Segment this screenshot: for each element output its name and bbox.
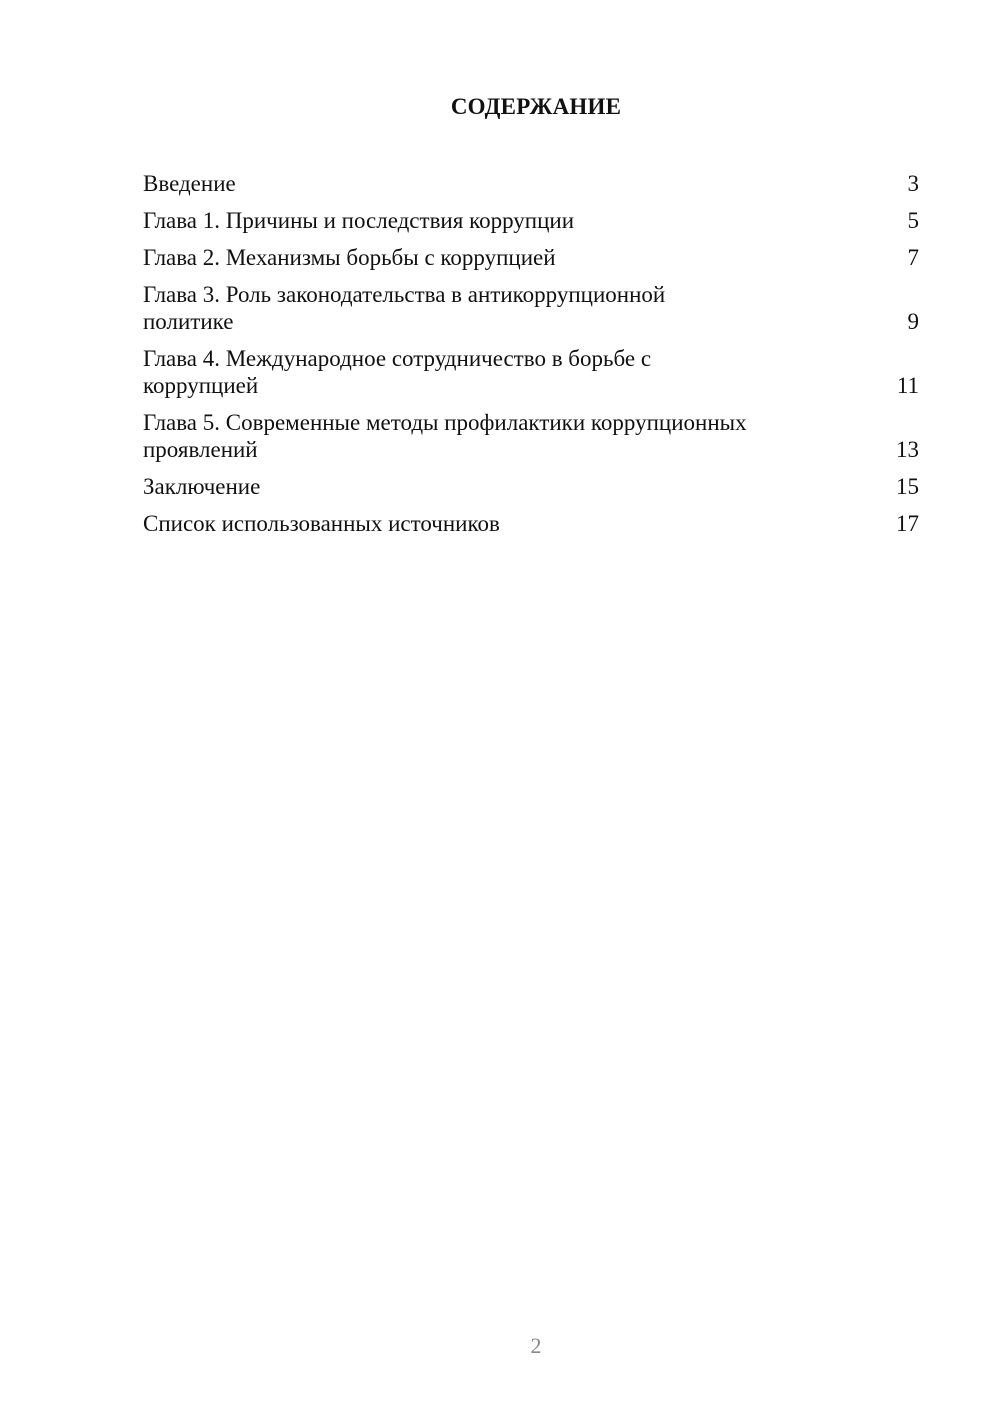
toc-entry-chapter-2[interactable] [143,244,919,271]
toc-entry-title: Заключение [143,474,261,499]
toc-entry-title: Глава 5. Современные методы профилактики коррупционных проявлений [143,410,747,462]
toc-entry-title: Введение [143,171,236,196]
toc-entry-page: 7 [907,245,919,270]
toc-entry-conclusion[interactable] [143,473,919,500]
toc-entry-title: Глава 1. Причины и последствия коррупции [143,208,575,233]
toc-entry-title: Список использованных источников [143,511,500,536]
toc-entry-page: 5 [907,208,919,233]
page-title: СОДЕРЖАНИЕ [450,94,622,119]
toc-entry-page: 15 [896,474,919,499]
toc-entry-title: Глава 3. Роль законодательства в антикоррупционной политике [143,282,666,334]
page-number: 2 [530,1333,542,1358]
toc-entry-chapter-5[interactable] [143,409,919,463]
toc-entry-chapter-4[interactable] [143,345,919,399]
toc-entry-page: 3 [907,171,919,196]
toc-entry-references[interactable] [143,510,919,537]
toc-entry-page: 13 [896,437,919,462]
toc-entry-title: Глава 4. Международное сотрудничество в борьбе с коррупцией [143,346,652,398]
toc-entry-page: 9 [907,309,919,334]
toc-entry-chapter-1[interactable] [143,207,919,234]
table-of-contents [143,170,919,547]
toc-entry-chapter-3[interactable] [143,281,919,335]
toc-entry-page: 17 [896,511,919,536]
toc-entry-page: 11 [896,373,919,398]
toc-entry-title: Глава 2. Механизмы борьбы с коррупцией [143,245,556,270]
toc-entry-introduction[interactable] [143,170,919,197]
